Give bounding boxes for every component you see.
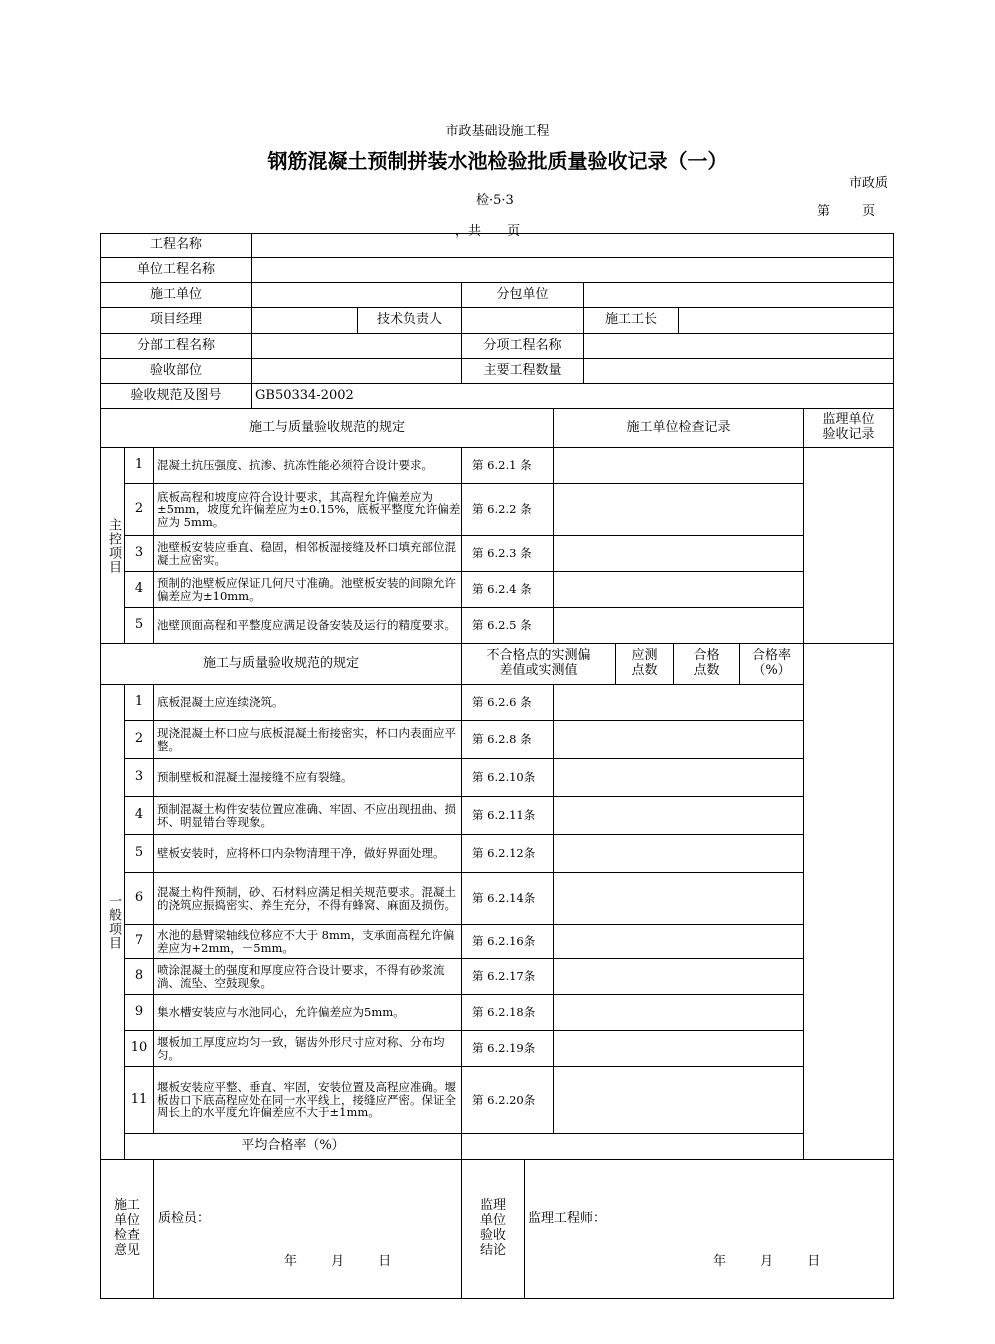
item-number: 4: [124, 571, 154, 608]
item-record[interactable]: [553, 834, 804, 873]
item-requirement: 预制壁板和混凝土湿接缝不应有裂缝。: [153, 758, 462, 797]
supervisor-date: 年 月 日: [713, 1254, 821, 1269]
qualified-points-header: 合格点数: [673, 643, 740, 685]
form-category: 市政基础设施工程: [445, 124, 550, 139]
item-record[interactable]: [553, 571, 804, 608]
general-label: 一般项目: [100, 684, 125, 1160]
item-number: 8: [124, 958, 154, 995]
item-clause: 第 6.2.19条: [461, 1030, 554, 1067]
subcontractor-value[interactable]: [583, 282, 894, 308]
item-number: 2: [124, 720, 154, 759]
main-control-label: 主控项目: [100, 447, 125, 644]
page-number-label: 第 页: [817, 204, 876, 219]
avg-rate-value[interactable]: [461, 1133, 804, 1160]
item-clause: 第 6.2.16条: [461, 924, 554, 959]
constructor-label: 施工单位: [100, 282, 252, 308]
item-record[interactable]: [553, 872, 804, 925]
item-number: 3: [124, 758, 154, 797]
acceptance-part-value[interactable]: [251, 358, 462, 384]
page-title: 钢筋混凝土预制拼装水池检验批质量验收记录（一）: [267, 149, 728, 173]
item-clause: 第 6.2.5 条: [461, 607, 554, 644]
item-number: 3: [124, 535, 154, 572]
item-number: 9: [124, 994, 154, 1031]
item-requirement: 壁板安装时，应将杯口内杂物清理干净，做好界面处理。: [153, 834, 462, 873]
item-record[interactable]: [553, 447, 804, 484]
item-project-label: 分项工程名称: [461, 333, 584, 359]
item-record[interactable]: [553, 796, 804, 835]
item-record[interactable]: [553, 720, 804, 759]
project-name-label: 工程名称: [100, 233, 252, 258]
item-project-value[interactable]: [583, 333, 894, 359]
item-record[interactable]: [553, 994, 804, 1031]
item-clause: 第 6.2.2 条: [461, 483, 554, 536]
division-project-value[interactable]: [251, 333, 462, 359]
item-clause: 第 6.2.8 条: [461, 720, 554, 759]
main-quantity-value[interactable]: [583, 358, 894, 384]
acceptance-part-label: 验收部位: [100, 358, 252, 384]
item-requirement: 预制的池壁板应保证几何尺寸准确。池壁板安装的间隙允许偏差应为±10mm。: [153, 571, 462, 608]
constructor-record-header: 施工单位检查记录: [553, 408, 804, 448]
item-number: 10: [124, 1030, 154, 1067]
project-manager-value[interactable]: [251, 307, 358, 334]
main-supervisor-cell[interactable]: [803, 447, 894, 644]
pass-rate-header: 合格率（%）: [739, 643, 804, 685]
constructor-opinion-label: 施工单位检查意见: [100, 1159, 154, 1299]
inspector-label: 质检员：: [158, 1211, 211, 1226]
item-clause: 第 6.2.3 条: [461, 535, 554, 572]
tech-lead-label: 技术负责人: [357, 307, 462, 334]
total-pages-label: ，共 页: [455, 224, 521, 239]
supervisor-record-header: 监理单位验收记录: [803, 408, 894, 448]
constructor-date: 年 月 日: [284, 1254, 392, 1269]
item-requirement: 混凝土构件预制，砂、石材料应满足相关规范要求。混凝土的浇筑应振捣密实、养生充分，不得有蜂窝、麻面及损伤。: [153, 872, 462, 925]
unit-project-value[interactable]: [251, 257, 894, 283]
item-requirement: 池壁顶面高程和平整度应满足设备安装及运行的精度要求。: [153, 607, 462, 644]
item-record[interactable]: [553, 535, 804, 572]
item-number: 11: [124, 1066, 154, 1134]
item-requirement: 底板混凝土应连续浇筑。: [153, 684, 462, 721]
should-measure-header: 应测点数: [615, 643, 674, 685]
item-record[interactable]: [553, 958, 804, 995]
supervisor-conclusion-label: 监理单位验收结论: [461, 1159, 525, 1299]
item-record[interactable]: [553, 607, 804, 644]
item-record[interactable]: [553, 1066, 804, 1134]
form-code: 检·5·3: [476, 193, 514, 208]
spec-value: GB50334-2002: [251, 383, 894, 409]
item-clause: 第 6.2.4 条: [461, 571, 554, 608]
item-number: 5: [124, 834, 154, 873]
engineer-label: 监理工程师：: [528, 1211, 607, 1226]
main-spec-header: 施工与质量验收规范的规定: [100, 408, 554, 448]
item-clause: 第 6.2.1 条: [461, 447, 554, 484]
general-spec-header: 施工与质量验收规范的规定: [100, 643, 462, 685]
item-record[interactable]: [553, 924, 804, 959]
item-requirement: 水池的悬臂梁轴线位移应不大于 8mm，支承面高程允许偏差应为+2mm，－5mm。: [153, 924, 462, 959]
item-requirement: 堰板安装应平整、垂直、牢固，安装位置及高程应准确。堰板齿口下底高程应处在同一水平线上，接缝应严密。保证全周长上的水平度允许偏差应不大于±1mm。: [153, 1066, 462, 1134]
spec-label: 验收规范及图号: [100, 383, 252, 409]
avg-rate-label: 平均合格率（%）: [124, 1133, 462, 1160]
project-manager-label: 项目经理: [100, 307, 252, 334]
item-number: 4: [124, 796, 154, 835]
form-code-prefix: 市政质: [848, 176, 888, 191]
item-number: 1: [124, 684, 154, 721]
item-number: 5: [124, 607, 154, 644]
item-record[interactable]: [553, 758, 804, 797]
item-clause: 第 6.2.11条: [461, 796, 554, 835]
supervisor-conclusion-cell[interactable]: [524, 1159, 894, 1299]
item-number: 2: [124, 483, 154, 536]
unqualified-header: 不合格点的实测偏差值或实测值: [461, 643, 616, 685]
division-project-label: 分部工程名称: [100, 333, 252, 359]
item-clause: 第 6.2.12条: [461, 834, 554, 873]
site-foreman-value[interactable]: [678, 307, 894, 334]
site-foreman-label: 施工工长: [583, 307, 679, 334]
item-number: 6: [124, 872, 154, 925]
main-quantity-label: 主要工程数量: [461, 358, 584, 384]
item-clause: 第 6.2.17条: [461, 958, 554, 995]
item-record[interactable]: [553, 684, 804, 721]
subcontractor-label: 分包单位: [461, 282, 584, 308]
item-requirement: 预制混凝土构件安装位置应准确、牢固、不应出现扭曲、损坏、明显错台等现象。: [153, 796, 462, 835]
item-requirement: 底板高程和坡度应符合设计要求，其高程允许偏差应为±5mm，坡度允许偏差应为±0.15%，底板平整度允许偏差应为 5mm。: [153, 483, 462, 536]
item-record[interactable]: [553, 483, 804, 536]
item-clause: 第 6.2.20条: [461, 1066, 554, 1134]
general-supervisor-cell[interactable]: [803, 643, 894, 1160]
tech-lead-value[interactable]: [461, 307, 584, 334]
item-requirement: 混凝土抗压强度、抗渗、抗冻性能必须符合设计要求。: [153, 447, 462, 484]
item-clause: 第 6.2.14条: [461, 872, 554, 925]
item-record[interactable]: [553, 1030, 804, 1067]
item-requirement: 喷涂混凝土的强度和厚度应符合设计要求，不得有砂浆流淌、流坠、空鼓现象。: [153, 958, 462, 995]
item-clause: 第 6.2.18条: [461, 994, 554, 1031]
item-requirement: 池壁板安装应垂直、稳固，相邻板湿接缝及杯口填充部位混凝土应密实。: [153, 535, 462, 572]
constructor-value[interactable]: [251, 282, 462, 308]
item-requirement: 现浇混凝土杯口应与底板混凝土衔接密实，杯口内表面应平整。: [153, 720, 462, 759]
constructor-opinion-cell[interactable]: [153, 1159, 462, 1299]
item-number: 7: [124, 924, 154, 959]
project-name-value[interactable]: [251, 233, 894, 258]
item-clause: 第 6.2.6 条: [461, 684, 554, 721]
item-number: 1: [124, 447, 154, 484]
item-clause: 第 6.2.10条: [461, 758, 554, 797]
item-requirement: 堰板加工厚度应均匀一致，锯齿外形尺寸应对称、分布均匀。: [153, 1030, 462, 1067]
unit-project-label: 单位工程名称: [100, 257, 252, 283]
item-requirement: 集水槽安装应与水池同心，允许偏差应为5mm。: [153, 994, 462, 1031]
